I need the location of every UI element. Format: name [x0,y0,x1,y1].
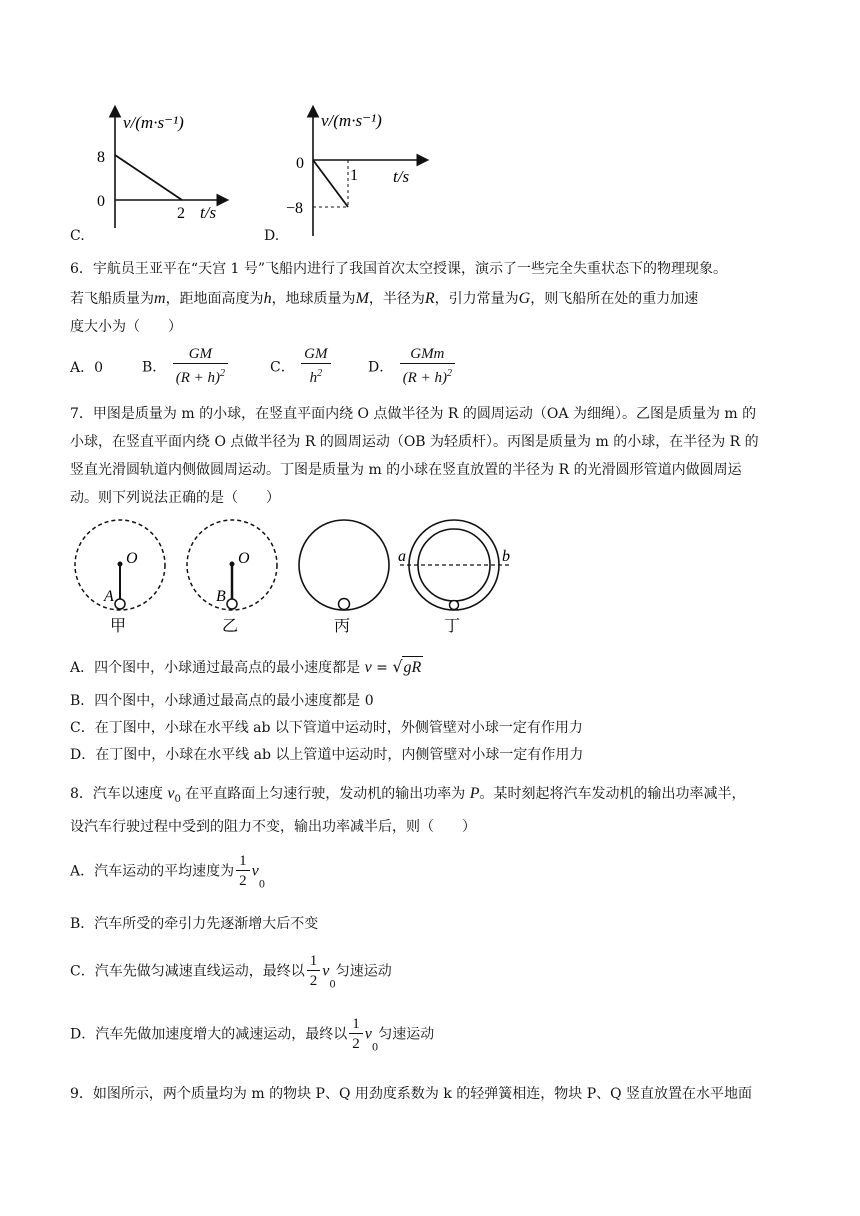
y-axis-label: v/(m·s⁻¹) [123,113,184,132]
q7-option-b: B．四个图中，小球通过最高点的最小速度都是 0 [70,693,374,709]
point-o [118,562,123,567]
x-tick-1: 1 [350,167,358,184]
label-a-point: a [398,548,406,565]
x-axis-label: t/s [200,203,217,222]
q7-figure [70,515,520,645]
ball [115,599,125,609]
q6-option-c: C． $\frac{GM}{h^2}$ [270,345,333,388]
caption-bing: 丙 [334,618,351,635]
q6-line3: 度大小为（ ） [70,319,182,335]
q8-option-d: D．汽车先做加速度增大的减速运动，最终以 $\frac{1}{2}$ $v_0$匀速运动 [70,1016,435,1054]
y-axis-label: v/(m·s⁻¹) [321,111,382,130]
velocity-line [313,160,348,207]
origin-label: 0 [97,193,105,210]
q6-option-a: A．0 [70,360,104,376]
point-o [230,562,235,567]
q8-option-b: B．汽车所受的牵引力先逐渐增大后不变 [70,916,319,932]
caption-yi: 乙 [222,618,239,635]
q7-line1: 7．甲图是质量为 m 的小球，在竖直平面内绕 O 点做半径为 R 的圆周运动（OA 为细绳）。乙图是质量为 m 的 [70,406,757,422]
label-o: O [126,550,138,567]
option-c-label: C. [70,228,85,244]
label-b-point: b [502,548,510,565]
q8-option-c: C．汽车先做匀减速直线运动，最终以 $\frac{1}{2}$ $v_0$匀速运动 [70,953,392,991]
q7-option-c: C．在丁图中，小球在水平线 ab 以下管道中运动时，外侧管壁对小球一定有作用力 [70,720,583,736]
label-o: O [238,550,250,567]
label-a: A [104,588,114,605]
q8-option-a: A．汽车运动的平均速度为 $\frac{1}{2}$ $v_0$ [70,853,266,891]
graph-d [280,96,450,246]
circle-bing [299,520,389,610]
q7-option-a: A．四个图中，小球通过最高点的最小速度都是 v = √gR [70,656,423,679]
option-d-label: D. [264,228,280,244]
q6-option-b: B． $\frac{GM}{(R + h)^2}$ [142,345,230,388]
x-axis-label: t/s [393,167,410,186]
ball [227,599,237,609]
graph-c [66,96,236,246]
caption-ding: 丁 [444,618,461,635]
q7-line2: 小球，在竖直平面内绕 O 点做半径为 R 的圆周运动（OB 为轻质杆）。丙图是质量为 m 的小球，在半径为 R 的 [70,434,759,450]
ball [450,601,459,610]
q7-line4: 动。则下列说法正确的是（ ） [70,490,280,506]
y-tick-neg8: −8 [286,200,304,217]
origin-label: 0 [296,155,304,172]
q6-line2: 若飞船质量为m，距地面高度为h，地球质量为M，半径为R，引力常量为G，则飞船所在处的重力加速 [70,290,699,307]
ball [339,599,350,610]
q7-line3: 竖直光滑圆轨道内侧做圆周运动。丁图是质量为 m 的小球在竖直放置的半径为 R 的光滑圆形管道内做圆周运 [70,462,742,478]
q7-option-d: D．在丁图中，小球在水平线 ab 以上管道中运动时，内侧管壁对小球一定有作用力 [70,747,584,763]
y-tick-8: 8 [97,149,105,166]
q8-line2: 设汽车行驶过程中受到的阻力不变，输出功率减半后，则（ ） [70,819,476,835]
q9-line1: 9．如图所示，两个质量均为 m 的物块 P、Q 用劲度系数为 k 的轻弹簧相连，物块 P、Q 竖直放置在水平地面 [70,1086,753,1102]
velocity-line [115,155,182,200]
q6-options [70,345,590,391]
q6-line1: 6．宇航员王亚平在“天宫 1 号”飞船内进行了我国首次太空授课，演示了一些完全失重状态下的物理现象。 [70,261,728,277]
x-tick-2: 2 [177,205,185,222]
q6-option-d: D． $\frac{\text{GMm}}{(R + h)^2}$ [368,345,457,388]
q8-line1: 8．汽车以速度 $v_0$ 在平直路面上匀速行驶，发动机的输出功率为 P。某时刻起将汽车发动机的输出功率减半， [70,785,746,805]
caption-jia: 甲 [110,618,127,635]
label-b: B [216,588,226,605]
